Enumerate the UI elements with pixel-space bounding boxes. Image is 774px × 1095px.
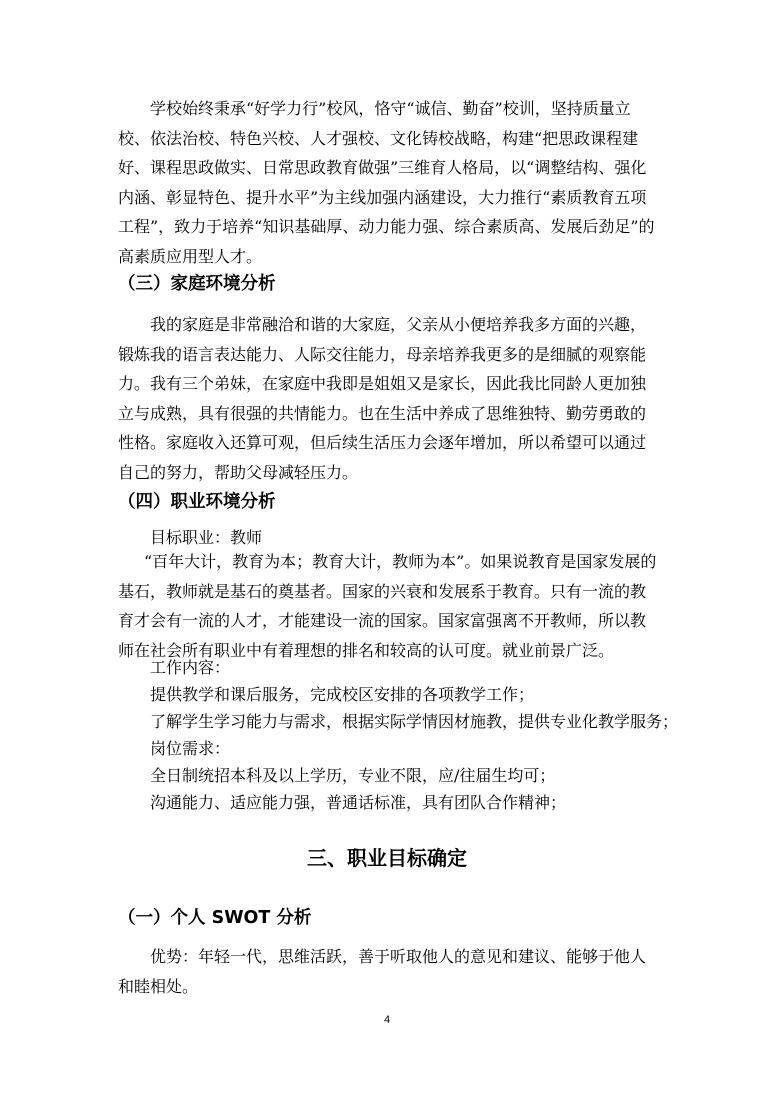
section-title-career-goal: 三、职业目标确定 — [307, 846, 467, 870]
requirements-title: 岗位需求： — [150, 739, 231, 758]
page-number: 4 — [383, 1014, 391, 1026]
target-job-line: 目标职业：教师 — [150, 528, 263, 547]
work-item-2: 了解学生学习能力与需求，根据实际学情因材施教，提供专业化教学服务； — [150, 712, 679, 731]
paragraph-school-philosophy: 学校始终秉承“好学力行”校风，恪守“诚信、勤奋”校训，坚持质量立校、依法治校、特色兴校、人才强校、文化铸校战略，构建“把思政课程建好、课程思政做实、日常思政教育做强”三维育人格局，以“调整结构、强化内涵、彰显特色、提升水平”为主线加强内涵建设，大力推行“素质教育五项工程”，致力于培养“知识基础厚、动力能力强、综合素质高、发展后劲足”的高素质应用型人才。 — [118, 99, 655, 266]
work-content-title: 工作内容： — [150, 658, 231, 677]
heading-swot-analysis: （一）个人 SWOT 分析 — [118, 908, 312, 928]
paragraph-strengths: 优势：年轻一代，思维活跃，善于听取他人的意见和建议、能够于他人和睦相处。 — [118, 947, 647, 996]
requirement-item-1: 全日制统招本科及以上学历，专业不限，应/往届生均可； — [150, 766, 556, 785]
heading-family-environment: （三）家庭环境分析 — [118, 274, 276, 294]
paragraph-teacher-importance: “百年大计，教育为本；教育大计，教师为本”。如果说教育是国家发展的基石，教师就是基石的奠基者。国家的兴衰和发展系于教育。只有一流的教育才会有一流的人才，才能建设一流的国家。国家富强离不开教师，所以教师在社会所有职业中有着理想的排名和较高的认可度。就业前景广泛。 — [118, 552, 657, 660]
heading-career-environment: （四）职业环境分析 — [118, 492, 276, 512]
paragraph-family-environment: 我的家庭是非常融洽和谐的大家庭，父亲从小便培养我多方面的兴趣，锻炼我的语言表达能力、人际交往能力，母亲培养我更多的是细腻的观察能力。我有三个弟妹，在家庭中我即是姐姐又是家长，因此我比同龄人更加独立与成熟，具有很强的共情能力。也在生活中养成了思维独特、勤劳勇敢的性格。家庭收入还算可观，但后续生活压力会逐年增加，所以希望可以通过自己的努力，帮助父母减轻压力。 — [118, 315, 647, 482]
work-item-1: 提供教学和课后服务，完成校区安排的各项教学工作； — [150, 685, 535, 704]
requirement-item-2: 沟通能力、适应能力强，普通话标准，具有团队合作精神； — [150, 793, 567, 812]
